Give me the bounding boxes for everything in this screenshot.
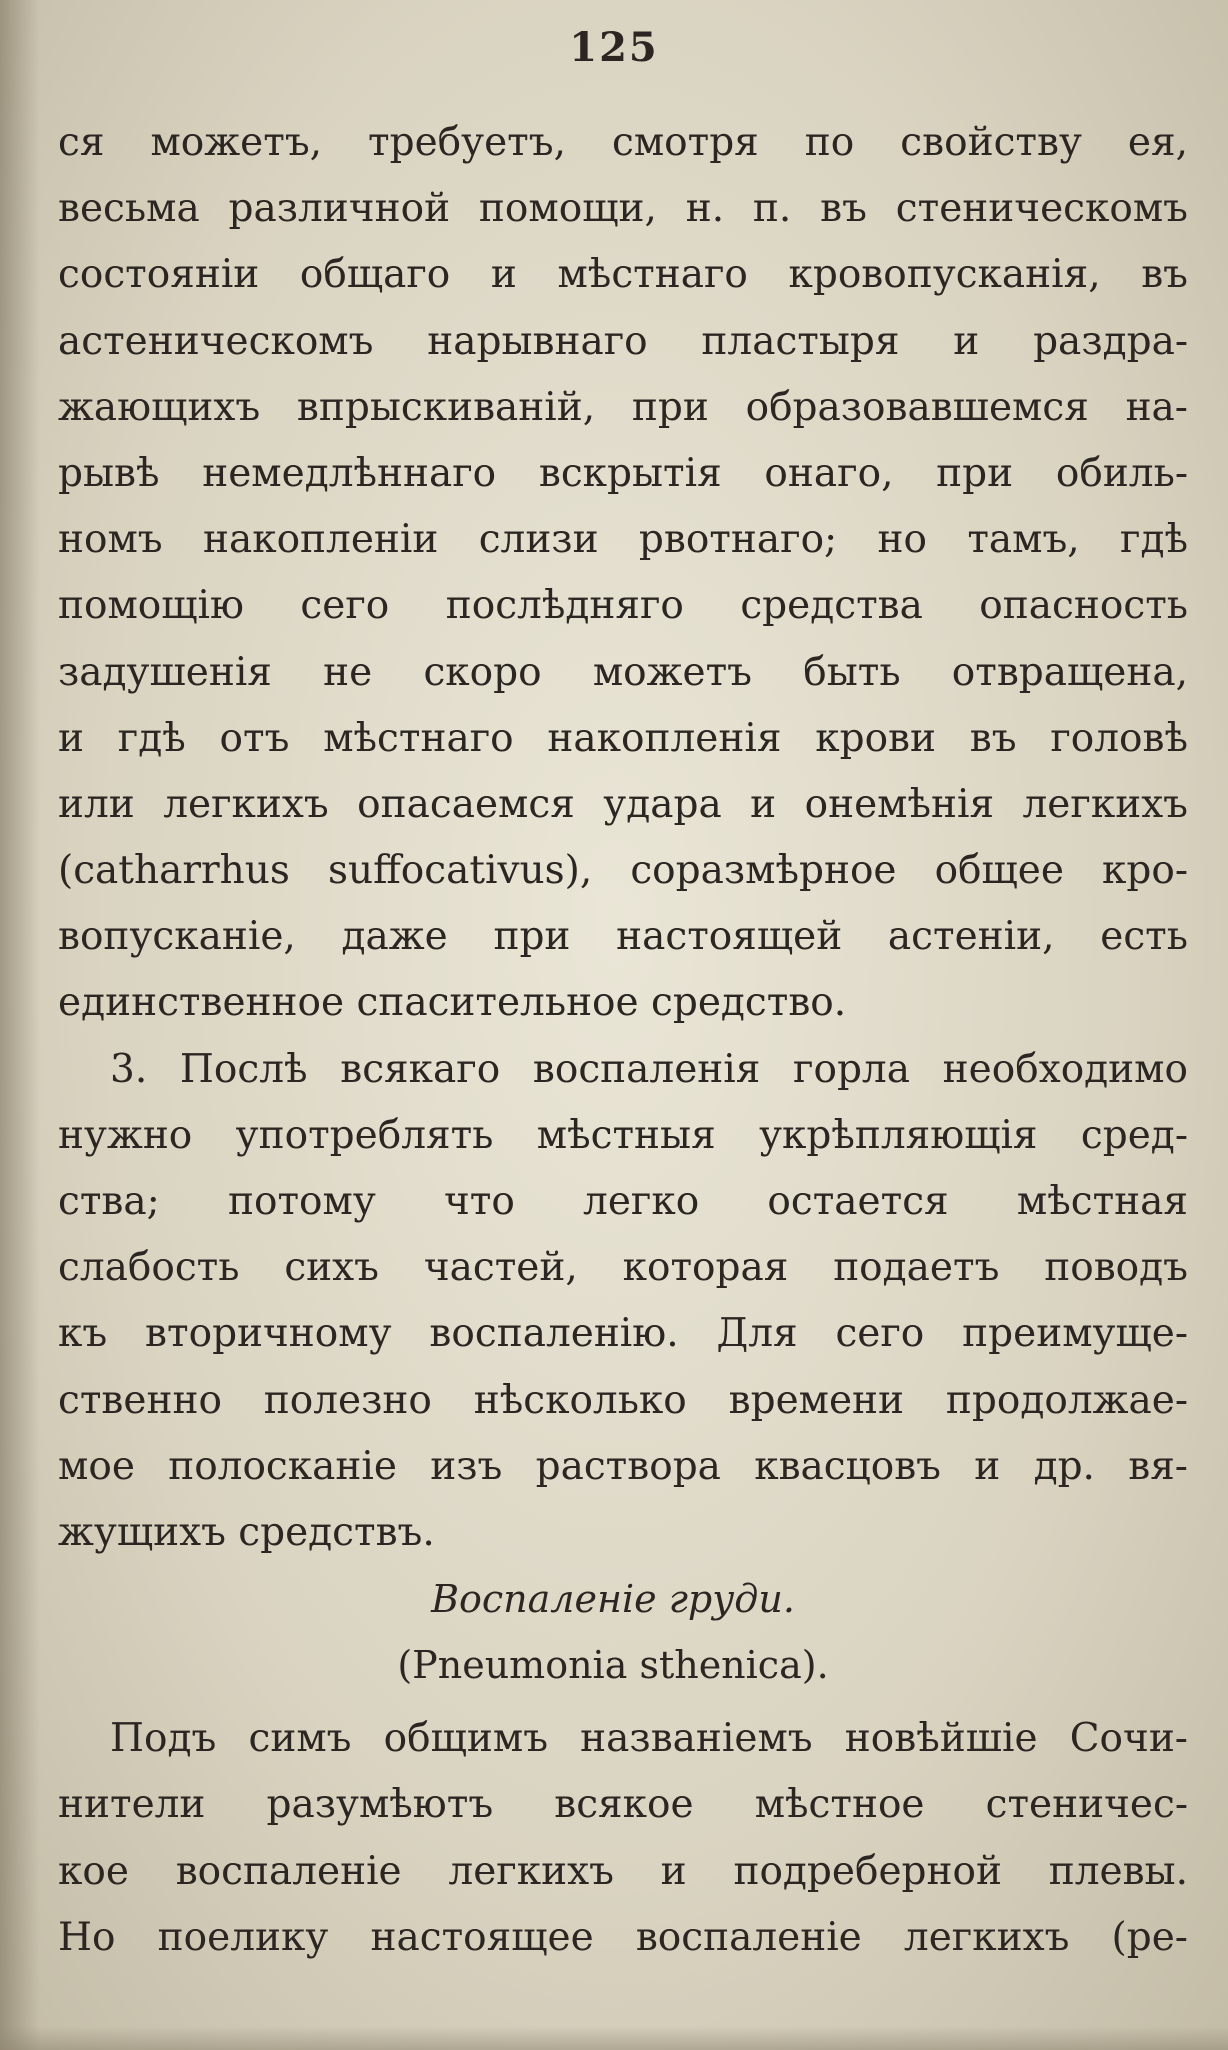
text-line: состояніи общаго и мѣстнаго кровопусканія, въ [58, 252, 1188, 298]
text-line: кое воспаленіе легкихъ и подреберной плевы. [58, 1848, 1188, 1894]
text-line: или легкихъ опасаемся удара и онемѣнія легкихъ [58, 781, 1188, 827]
text-line: весьма различной помощи, н. п. въ стеническомъ [58, 186, 1188, 232]
text-line: (catharrhus suffocativus), соразмѣрное общее кро- [58, 848, 1188, 894]
text-line: Но поелику настоящее воспаленіе легкихъ (ре- [58, 1914, 1188, 1960]
page-bottom-edge [0, 2026, 1228, 2050]
text-line: ся можетъ, требуетъ, смотря по свойству ея, [58, 120, 1188, 165]
text-line: жающихъ впрыскиваній, при образовавшемся на- [58, 384, 1188, 430]
text-line: ства; потому что легко остается мѣстная [58, 1179, 1188, 1224]
section-subheading-latin: (Pneumonia sthenica). [397, 1643, 829, 1688]
text-line: слабость сихъ частей, которая подаетъ поводъ [58, 1245, 1188, 1291]
text-line: жущихъ средствъ. [58, 1509, 435, 1555]
page-number: 125 [569, 24, 659, 71]
text-line: къ вторичному воспаленію. Для сего преимуще- [58, 1311, 1188, 1357]
text-line: мое полосканіе изъ раствора квасцовъ и др. вя- [58, 1443, 1188, 1489]
text-line: рывѣ немедлѣннаго вскрытія онаго, при обиль- [58, 450, 1188, 496]
text-line: помощію сего послѣдняго средства опасность [58, 583, 1188, 629]
page-gutter-shadow [0, 0, 40, 2050]
text-line: нители разумѣютъ всякое мѣстное стеничес- [58, 1782, 1188, 1828]
heading-spacer [58, 1698, 1188, 1706]
paragraph-first-line: 3. Послѣ всякаго воспаленія горла необходимо [110, 1046, 1188, 1092]
text-line: нужно употреблять мѣстныя укрѣпляющія сред- [58, 1112, 1188, 1158]
text-line: астеническомъ нарывнаго пластыря и раздра- [58, 318, 1188, 364]
page-body [58, 110, 1188, 1971]
text-line: номъ накопленіи слизи рвотнаго; но тамъ, гдѣ [58, 517, 1188, 563]
section-heading: Воспаленіе груди. [431, 1577, 795, 1622]
text-line: ственно полезно нѣсколько времени продолжае- [58, 1377, 1188, 1423]
text-line: и гдѣ отъ мѣстнаго накопленія крови въ головѣ [58, 715, 1188, 761]
paragraph-first-line: Подъ симъ общимъ названіемъ новѣйшіе Сочи- [110, 1716, 1188, 1762]
text-line: единственное спасительное средство. [58, 980, 847, 1026]
text-line: вопусканіе, даже при настоящей астеніи, есть [58, 914, 1188, 960]
text-line: задушенія не скоро можетъ быть отвращена, [58, 649, 1188, 695]
